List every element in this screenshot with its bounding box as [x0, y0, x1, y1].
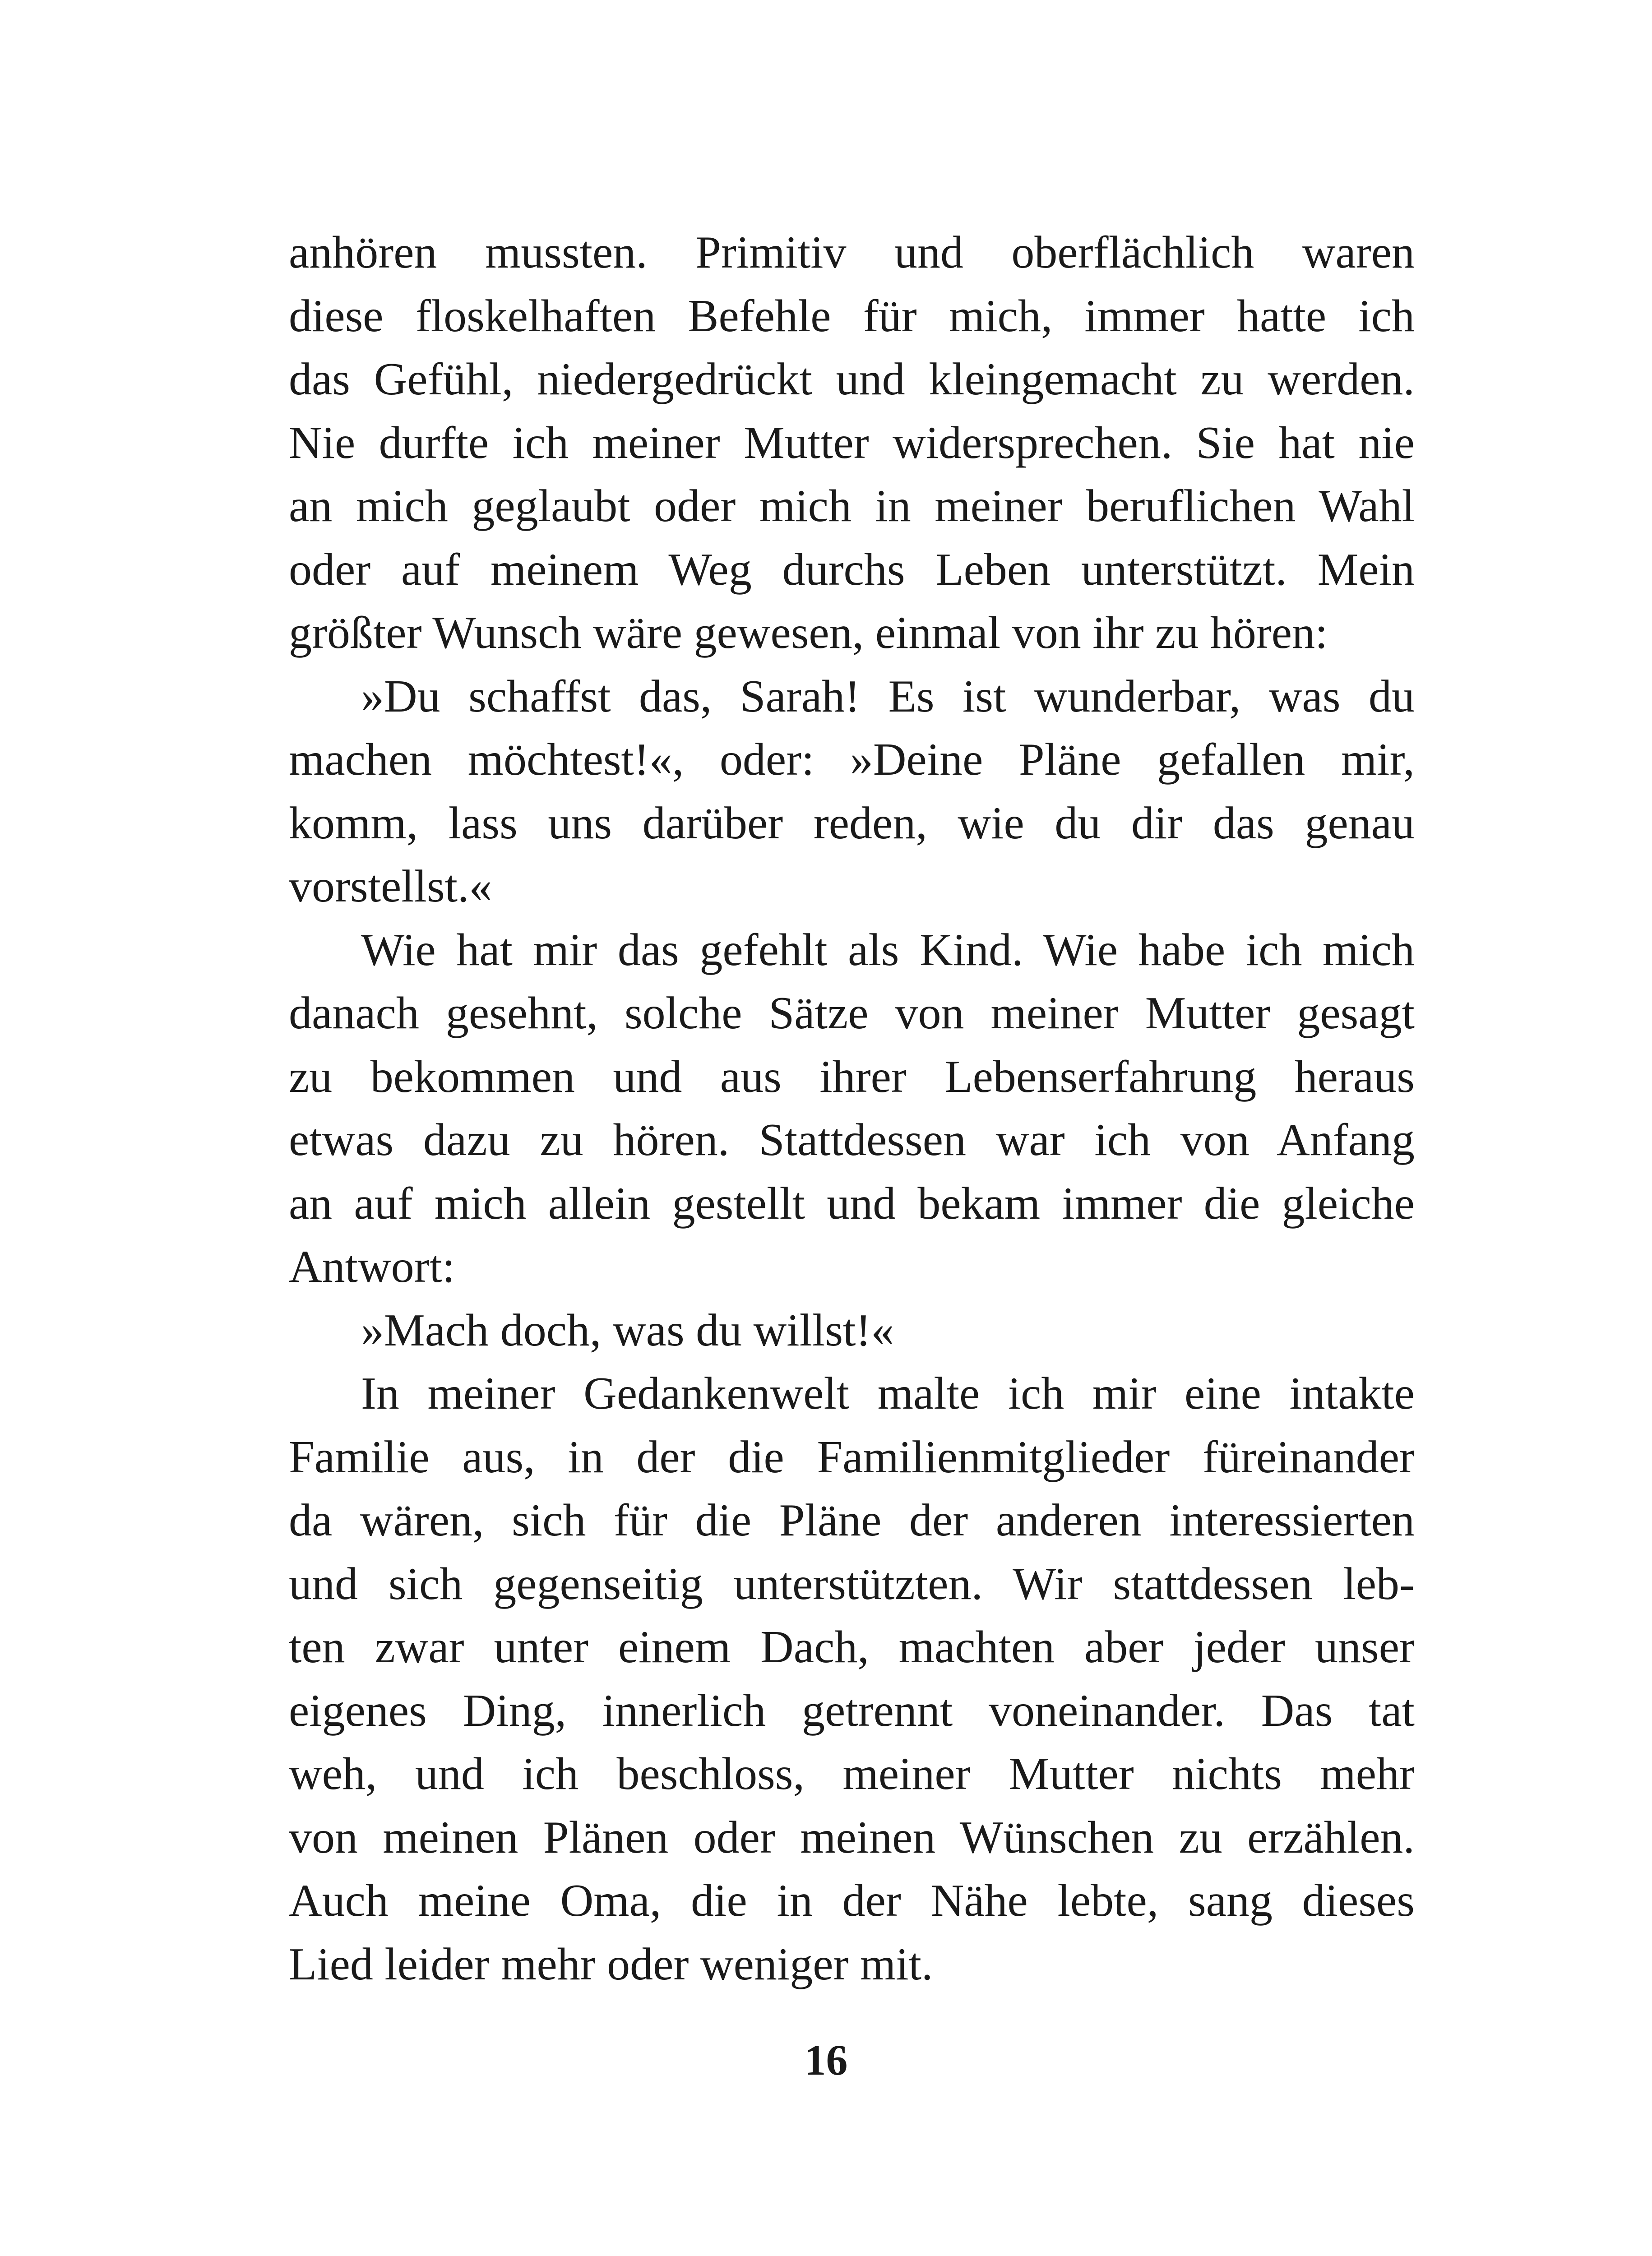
text-line: Familie aus, in der die Familienmitglieder füreinander [289, 1431, 1415, 1483]
paragraph-3 [289, 919, 1415, 1299]
text-line: Auch meine Oma, die in der Nähe lebte, sang dieses [289, 1875, 1415, 1926]
text-line: Nie durfte ich meiner Mutter widersprechen. Sie hat nie [289, 417, 1415, 468]
text-line: eigenes Ding, innerlich getrennt voneinander. Das tat [289, 1685, 1415, 1736]
text-line: danach gesehnt, solche Sätze von meiner Mutter gesagt [289, 988, 1415, 1039]
page-number: 16 [804, 2036, 848, 2084]
text-line: anhören mussten. Primitiv und oberflächlich waren [289, 227, 1415, 278]
text-line: von meinen Plänen oder meinen Wünschen zu erzählen. [289, 1812, 1415, 1863]
text-line: und sich gegenseitig unterstützten. Wir stattdessen leb- [289, 1558, 1415, 1609]
text-line: Lied leider mehr oder weniger mit. [289, 1938, 933, 1990]
text-line: etwas dazu zu hören. Stattdessen war ich von Anfang [289, 1114, 1415, 1165]
text-line: In meiner Gedankenwelt malte ich mir eine intakte [361, 1368, 1415, 1419]
text-line: komm, lass uns darüber reden, wie du dir das genau [289, 797, 1415, 849]
text-line: größter Wunsch wäre gewesen, einmal von ihr zu hören: [289, 607, 1328, 658]
paragraph-5 [289, 1362, 1415, 1996]
text-line: an auf mich allein gestellt und bekam immer die gleiche [289, 1178, 1415, 1229]
text-line: diese floskelhaften Befehle für mich, immer hatte ich [289, 290, 1415, 342]
text-line: zu bekommen und aus ihrer Lebenserfahrung heraus [289, 1051, 1415, 1102]
text-line: machen möchtest!«, oder: »Deine Pläne gefallen mir, [289, 734, 1415, 785]
paragraph-4 [289, 1299, 1415, 1363]
text-line: vorstellst.« [289, 861, 492, 912]
body-text [289, 221, 1415, 1996]
text-line: »Du schaffst das, Sarah! Es ist wunderbar, was du [361, 670, 1415, 722]
paragraph-1 [289, 221, 1415, 665]
text-line: das Gefühl, niedergedrückt und kleingemacht zu werden. [289, 354, 1415, 405]
text-line: ten zwar unter einem Dach, machten aber jeder unser [289, 1622, 1415, 1673]
text-line: an mich geglaubt oder mich in meiner beruflichen Wahl [289, 481, 1415, 532]
text-line: da wären, sich für die Pläne der anderen interessierten [289, 1495, 1415, 1546]
paragraph-2 [289, 665, 1415, 919]
text-line: Wie hat mir das gefehlt als Kind. Wie habe ich mich [361, 924, 1415, 975]
text-line: oder auf meinem Weg durchs Leben unterstützt. Mein [289, 544, 1415, 595]
text-line: Antwort: [289, 1241, 455, 1292]
text-line: »Mach doch, was du willst!« [361, 1304, 894, 1356]
text-line: weh, und ich beschloss, meiner Mutter nichts mehr [289, 1748, 1415, 1799]
